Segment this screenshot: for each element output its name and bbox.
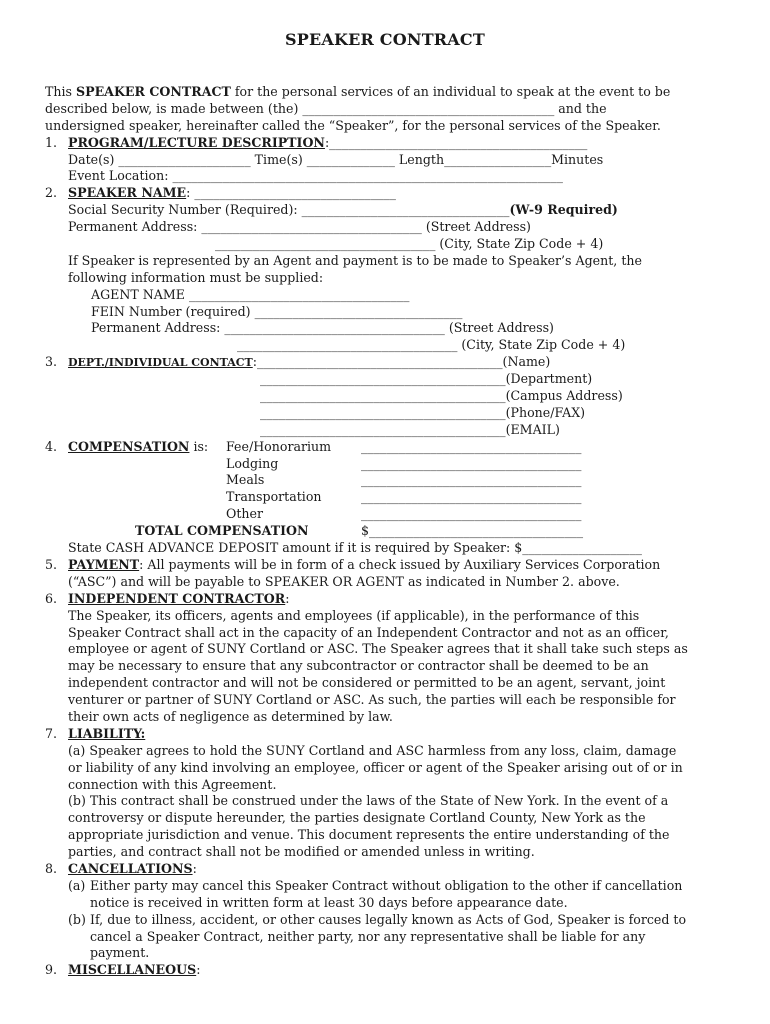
compensation-row-other xyxy=(45,506,735,523)
section-6-text: employee or agent of SUNY Cortland or ASC. The Speaker agrees that it shall take such steps as xyxy=(68,641,688,657)
fein-number-field[interactable]: FEIN Number (required) _________________________________ xyxy=(91,303,463,319)
cancellation-a-line-1: (a) Either party may cancel this Speaker Contract without obligation to the other if cancellation xyxy=(68,877,683,893)
compensation-item-label: Transportation xyxy=(226,489,322,505)
section-7-text: (a) Speaker agrees to hold the SUNY Cortland and ASC harmless from any loss, claim, damage xyxy=(68,742,677,758)
independent-contractor-label: INDEPENDENT CONTRACTOR xyxy=(68,590,286,606)
compensation-item-label: Meals xyxy=(226,472,265,488)
cancellation-b-line-3: payment. xyxy=(90,945,150,961)
compensation-item-label: Fee/Honorarium xyxy=(226,438,332,454)
section-6-text: Speaker Contract shall act in the capacity of an Independent Contractor and not as an officer, xyxy=(68,624,669,640)
contact-email-field[interactable]: _______________________________________(EMAIL) xyxy=(260,421,560,437)
contact-campus-address-field[interactable]: _______________________________________(Campus Address) xyxy=(260,388,623,404)
section-7-text: appropriate jurisdiction and venue. This document represents the entire understanding of the xyxy=(68,827,670,843)
compensation-row-transportation xyxy=(45,489,735,506)
other-field[interactable]: ___________________________________ xyxy=(361,506,582,522)
event-location-field[interactable]: Event Location: ______________________________________________________________ xyxy=(68,168,563,184)
section-6-text: their own acts of negligence as determined by law. xyxy=(68,708,393,724)
intro-line-2: described below, is made between (the) ________________________________________ and the xyxy=(45,100,607,116)
agent-name-field[interactable]: AGENT NAME ___________________________________ xyxy=(91,286,410,302)
section-7-heading: 7. LIABILITY: xyxy=(45,725,146,741)
payment-text-line-2: (“ASC”) and will be payable to SPEAKER OR AGENT as indicated in Number 2. above. xyxy=(68,573,620,589)
section-6-text: may be necessary to ensure that any subcontractor or contractor shall be deemed to be an xyxy=(68,658,649,674)
section-7-text: or liability of any kind involving an employee, officer or agent of the Speaker arising out of or in xyxy=(68,759,683,775)
section-6-text: venturer or partner of SUNY Cortland or ASC. As such, the parties will each be responsible for xyxy=(68,692,676,708)
section-3-heading: 3. DEPT./INDIVIDUAL CONTACT:_______________________________________(Name) xyxy=(45,354,551,370)
speaker-city-state-zip-field[interactable]: ___________________________________ (City, State Zip Code + 4) xyxy=(215,236,604,252)
meals-field[interactable]: ___________________________________ xyxy=(361,472,582,488)
w9-required-note: (W-9 Required) xyxy=(509,202,618,218)
event-dates-time-length-field[interactable]: Date(s) _____________________ Time(s) ______________ Length_________________Minutes xyxy=(68,151,604,167)
contact-name-field[interactable]: :_______________________________________(Name) xyxy=(252,354,551,370)
agent-intro-line-2: following information must be supplied: xyxy=(68,269,324,285)
miscellaneous-label: MISCELLANEOUS xyxy=(68,962,197,978)
section-6-text: The Speaker, its officers, agents and employees (if applicable), in the performance of this xyxy=(68,607,640,623)
dept-contact-label: DEPT./INDIVIDUAL CONTACT xyxy=(68,356,253,370)
ssn-field[interactable]: Social Security Number (Required): _________________________________(W-9 Required) xyxy=(68,202,618,218)
compensation-item-label: Lodging xyxy=(226,455,279,471)
section-6-heading: 6. INDEPENDENT CONTRACTOR: xyxy=(45,590,290,606)
contract-body xyxy=(45,84,735,979)
cancellation-b-line-1: (b) If, due to illness, accident, or other causes legally known as Acts of God, Speaker is forced to xyxy=(68,911,687,927)
total-compensation-field[interactable]: $__________________________________ xyxy=(361,523,584,539)
liability-label: LIABILITY: xyxy=(68,725,146,741)
intro-line-1: This SPEAKER CONTRACT for the personal services of an individual to speak at the event to be xyxy=(45,84,671,99)
agent-intro-line-1: If Speaker is represented by an Agent and payment is to be made to Speaker’s Agent, the xyxy=(68,252,642,268)
cancellation-a-line-2: notice is received in written form at least 30 days before appearance date. xyxy=(90,894,568,910)
intro-bold-title: SPEAKER CONTRACT xyxy=(76,84,231,99)
section-7-text: connection with this Agreement. xyxy=(68,776,277,792)
speaker-name-field[interactable]: : ________________________________ xyxy=(186,185,396,201)
section-5-payment: 5. PAYMENT: All payments will be in form of a check issued by Auxiliary Services Corporation xyxy=(45,556,661,572)
section-6-text: independent contractor and will not be considered or permitted to be an agent, servant, joint xyxy=(68,675,666,691)
speaker-name-label: SPEAKER NAME xyxy=(68,185,187,201)
compensation-item-label: Other xyxy=(226,506,263,522)
section-7-text: parties, and contract shall not be modified or amended unless in writing. xyxy=(68,844,535,860)
fee-honorarium-field[interactable]: ___________________________________ xyxy=(361,438,582,454)
cancellations-label: CANCELLATIONS xyxy=(68,860,193,876)
section-8-heading: 8. CANCELLATIONS: xyxy=(45,860,197,876)
cancellation-b-line-2: cancel a Speaker Contract, neither party, nor any representative shall be liable for any xyxy=(90,928,646,944)
section-2-heading: 2. SPEAKER NAME: ________________________________ xyxy=(45,185,396,201)
agent-street-address-field[interactable]: Permanent Address: ___________________________________ (Street Address) xyxy=(91,320,554,336)
compensation-row-lodging xyxy=(45,456,735,473)
compensation-label: COMPENSATION xyxy=(68,438,190,454)
compensation-row-total xyxy=(45,523,735,540)
compensation-row-fee: 4. COMPENSATION is: Fee/Honorarium ___________________________________ xyxy=(45,438,582,454)
section-7-text: (b) This contract shall be construed under the laws of the State of New York. In the event of a xyxy=(68,793,669,809)
program-description-label: PROGRAM/LECTURE DESCRIPTION xyxy=(68,134,325,150)
cash-advance-field[interactable]: State CASH ADVANCE DEPOSIT amount if it is required by Speaker: $___________________ xyxy=(68,540,642,556)
section-7-text: controversy or dispute hereunder, the parties designate Cortland County, New York as the xyxy=(68,810,646,826)
section-1-heading: 1. PROGRAM/LECTURE DESCRIPTION:_________________________________________ xyxy=(45,134,588,150)
document-title: SPEAKER CONTRACT xyxy=(285,30,485,49)
agent-city-state-zip-field[interactable]: ___________________________________ (City, State Zip Code + 4) xyxy=(237,337,626,353)
speaker-street-address-field[interactable]: Permanent Address: ___________________________________ (Street Address) xyxy=(68,219,531,235)
transportation-field[interactable]: ___________________________________ xyxy=(361,489,582,505)
contact-department-field[interactable]: _______________________________________(Department) xyxy=(260,371,593,387)
section-9-heading: 9. MISCELLANEOUS: xyxy=(45,962,201,978)
contact-phone-fax-field[interactable]: _______________________________________(Phone/FAX) xyxy=(260,404,586,420)
payment-label: PAYMENT xyxy=(68,556,140,572)
program-description-field[interactable]: :_________________________________________ xyxy=(324,134,588,150)
total-compensation-label: TOTAL COMPENSATION xyxy=(135,523,309,539)
intro-line-3: undersigned speaker, hereinafter called the “Speaker”, for the personal services of the Speaker. xyxy=(45,117,661,133)
lodging-field[interactable]: ___________________________________ xyxy=(361,455,582,471)
compensation-row-meals xyxy=(45,472,735,489)
